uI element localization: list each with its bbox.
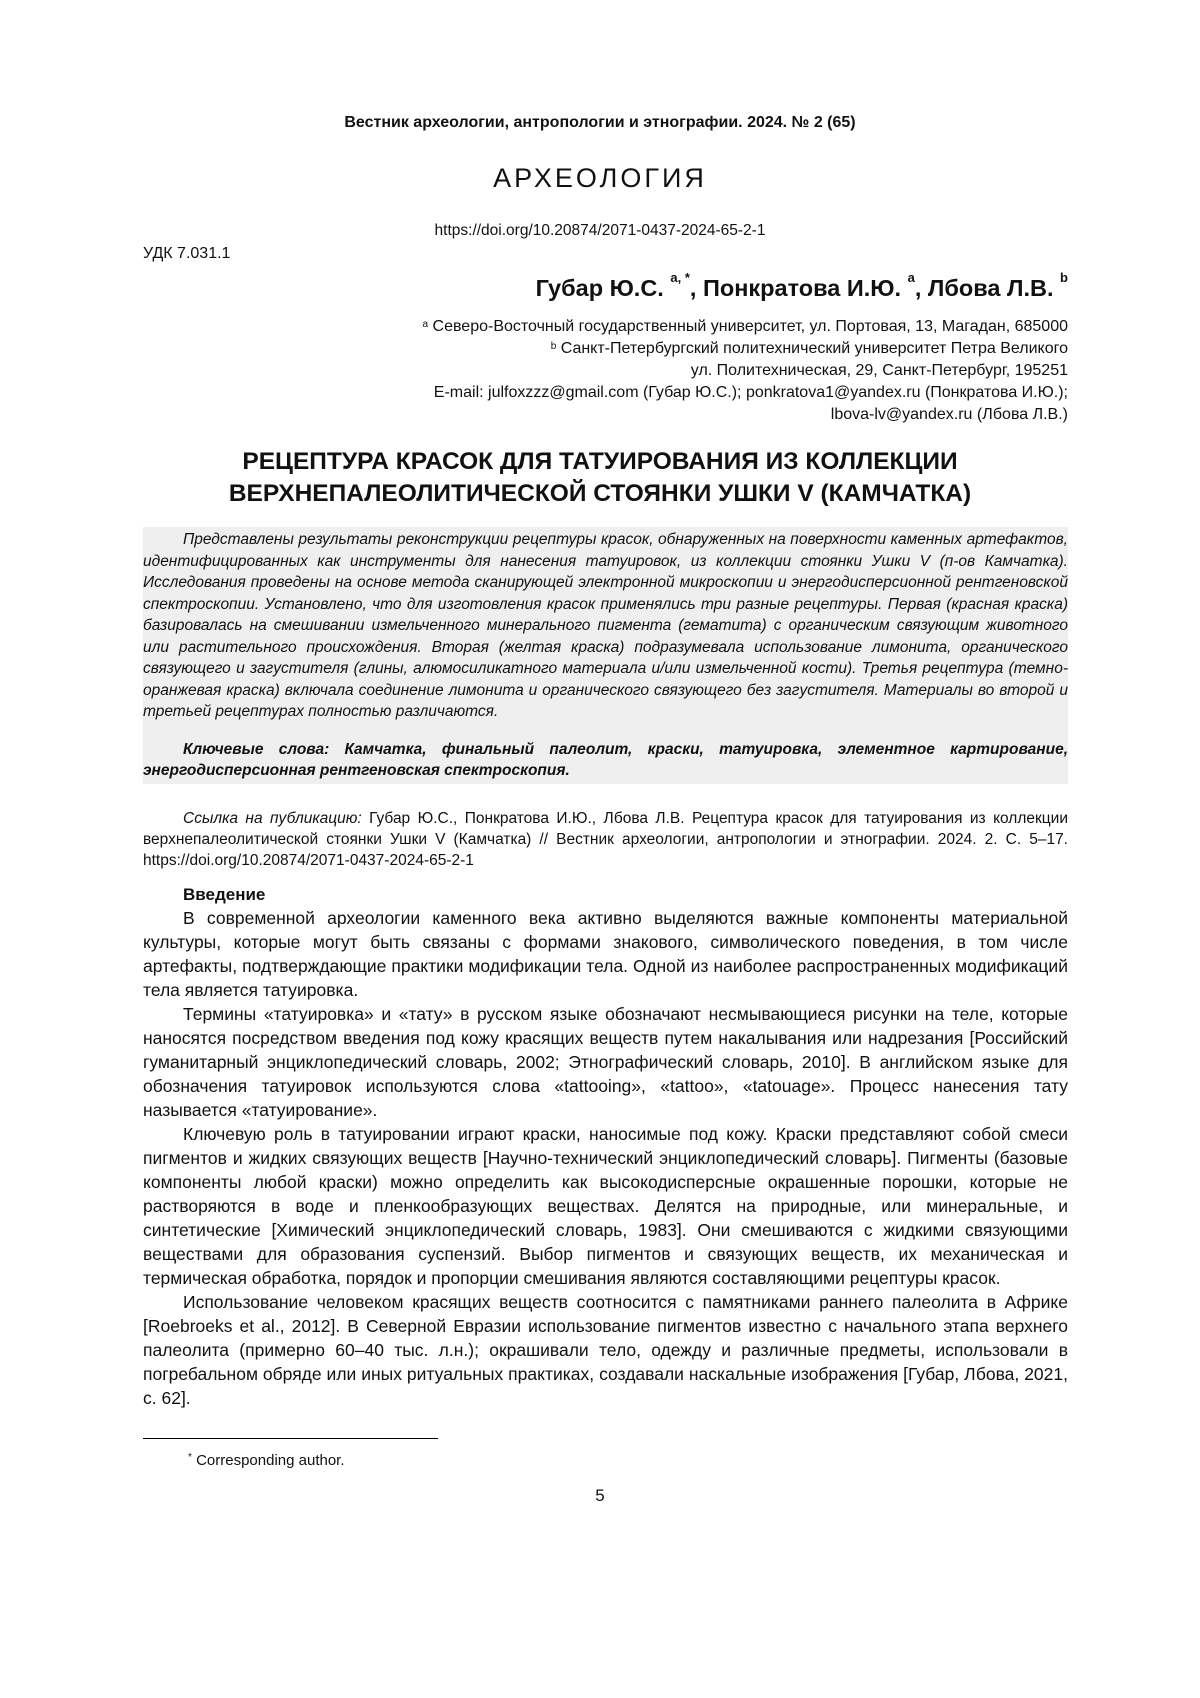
footnote-mark: * bbox=[188, 1452, 192, 1463]
affiliation-mark: b bbox=[550, 341, 557, 352]
udk-code: УДК 7.031.1 bbox=[143, 245, 231, 262]
affiliation-a bbox=[423, 316, 1068, 337]
citation bbox=[143, 808, 1068, 871]
abstract-box bbox=[143, 527, 1068, 784]
affiliation-text: Санкт-Петербургский политехнический университет Петра Великого bbox=[560, 340, 1068, 357]
email-line[interactable]: E-mail: julfoxzzz@gmail.com (Губар Ю.С.); ponkratova1@yandex.ru (Понкратова И.Ю.); bbox=[433, 384, 1068, 401]
doi-link[interactable]: https://doi.org/10.20874/2071-0437-2024-65-2-1 bbox=[434, 222, 766, 239]
keywords: Ключевые слова: Камчатка, финальный палеолит, краски, татуировка, элементное картирование, энергодисперсионная рентгеновская спектроскопия. bbox=[143, 740, 1068, 779]
author-mark: a, * bbox=[670, 270, 690, 285]
email-line[interactable]: lbova-lv@yandex.ru (Лбова Л.В.) bbox=[830, 406, 1068, 423]
section-title: АРХЕОЛОГИЯ bbox=[493, 163, 707, 193]
body-paragraph: Термины «татуировка» и «тату» в русском языке обозначают несмывающиеся рисунки на теле, которые наносятся посредством введения под кожу красящих веществ путем накалывания или надрезания [Российский гуманитарный энциклопедический словарь, 2002; Этнографический словарь, 2010]. В английском языке для обозначения татуировок используются слова «tattooing», «tattoo», «tatouage». Процесс нанесения тату называется «татуирование». bbox=[143, 1004, 1068, 1120]
journal-header: Вестник археологии, антропологии и этнографии. 2024. № 2 (65) bbox=[344, 114, 856, 131]
footnote bbox=[188, 1452, 345, 1469]
affiliation-mark: a bbox=[422, 319, 429, 330]
introduction-section bbox=[143, 884, 1068, 1410]
author-separator: , bbox=[689, 275, 703, 301]
article-title bbox=[0, 446, 1200, 510]
affiliation-b-address: ул. Политехническая, 29, Санкт-Петербург, 195251 bbox=[690, 362, 1068, 379]
section-heading: Введение bbox=[183, 885, 266, 904]
page-number: 5 bbox=[595, 1486, 605, 1505]
title-line: ВЕРХНЕПАЛЕОЛИТИЧЕСКОЙ СТОЯНКИ УШКИ V (КАМЧАТКА) bbox=[228, 480, 972, 507]
title-line: РЕЦЕПТУРА КРАСОК ДЛЯ ТАТУИРОВАНИЯ ИЗ КОЛЛЕКЦИИ bbox=[242, 448, 958, 475]
author-name: Губар Ю.С. bbox=[535, 275, 664, 301]
footnote-text: Corresponding author. bbox=[196, 1452, 345, 1469]
author-name: Понкратова И.Ю. bbox=[702, 275, 902, 301]
author-list bbox=[535, 270, 1068, 302]
affiliation-text: Северо-Восточный государственный университет, ул. Портовая, 13, Магадан, 685000 bbox=[432, 318, 1068, 335]
body-paragraph: Использование человеком красящих веществ соотносится с памятниками раннего палеолита в Африке [Roebroeks et al., 2012]. В Северной Евразии использование пигментов известно с начального этапа верхнего палеолита (примерно 60–40 тыс. л.н.); окрашивали тело, одежду и различные предметы, использовали в погребальном обряде или иных ритуальных практиках, создавали наскальные изображения [Губар, Лбова, 2021, с. 62]. bbox=[143, 1292, 1068, 1408]
citation-lead: Ссылка на публикацию: bbox=[183, 810, 362, 827]
author-separator: , bbox=[914, 275, 928, 301]
abstract-text: Представлены результаты реконструкции рецептуры красок, обнаруженных на поверхности каменных артефактов, идентифицированных как инструменты для нанесения татуировок, из коллекции стоянки Ушки V (п-ов Камчатка). Исследования проведены на основе метода сканирующей электронной микроскопии и энергодисперсионной рентгеновской спектроскопии. Установлено, что для изготовления красок применялись три разные рецептуры. Первая (красная краска) базировалась на смешивании измельченного минерального пигмента (гематита) с органическим связующим животного или растительного происхождения. Вторая (желтая краска) подразумевала использование лимонита, органического связующего и загустителя (глины, алюмосиликатного материала и/или измельченной кости). Третья рецептура (темно-оранжевая краска) включала соединение лимонита и органического связующего без загустителя. Материалы во второй и третьей рецептурах полностью различаются. bbox=[143, 531, 1068, 720]
citation-text: Губар Ю.С., Понкратова И.Ю., Лбова Л.В. Рецептура красок для татуирования из коллекции верхнепалеолитической стоянки Ушки V (Камчатка) // Вестник археологии, антропологии и этнографии. 2024. 2. С. 5–17. https://doi.org/10.20874/2071-0437-2024-65-2-1 bbox=[143, 810, 1068, 869]
author-mark: a bbox=[907, 270, 915, 285]
body-paragraph: Ключевую роль в татуировании играют краски, наносимые под кожу. Краски представляют собой смеси пигментов и жидких связующих веществ [Научно-технический энциклопедический словарь]. Пигменты (базовые компоненты любой краски) можно определить как высокодисперсные окрашенные порошки, которые не растворяются в воде и пленкообразующих веществах. Делятся на природные, или минеральные, и синтетические [Химический энциклопедический словарь, 1983]. Они смешиваются с жидкими связующими веществами для образования суспензий. Выбор пигментов и связующих веществ, их механическая и термическая обработка, порядок и пропорции смешивания являются составляющими рецептуры красок. bbox=[143, 1124, 1068, 1288]
author-name: Лбова Л.В. bbox=[927, 275, 1054, 301]
footnote-divider bbox=[143, 1438, 438, 1439]
author-mark: b bbox=[1060, 270, 1068, 285]
body-paragraph: В современной археологии каменного века активно выделяются важные компоненты материальной культуры, которые могут быть связаны с формами знакового, символического поведения, в том числе артефакты, подтверждающие практики модификации тела. Одной из наиболее распространенных модификаций тела является татуировка. bbox=[143, 908, 1068, 1000]
affiliation-b bbox=[551, 338, 1068, 359]
